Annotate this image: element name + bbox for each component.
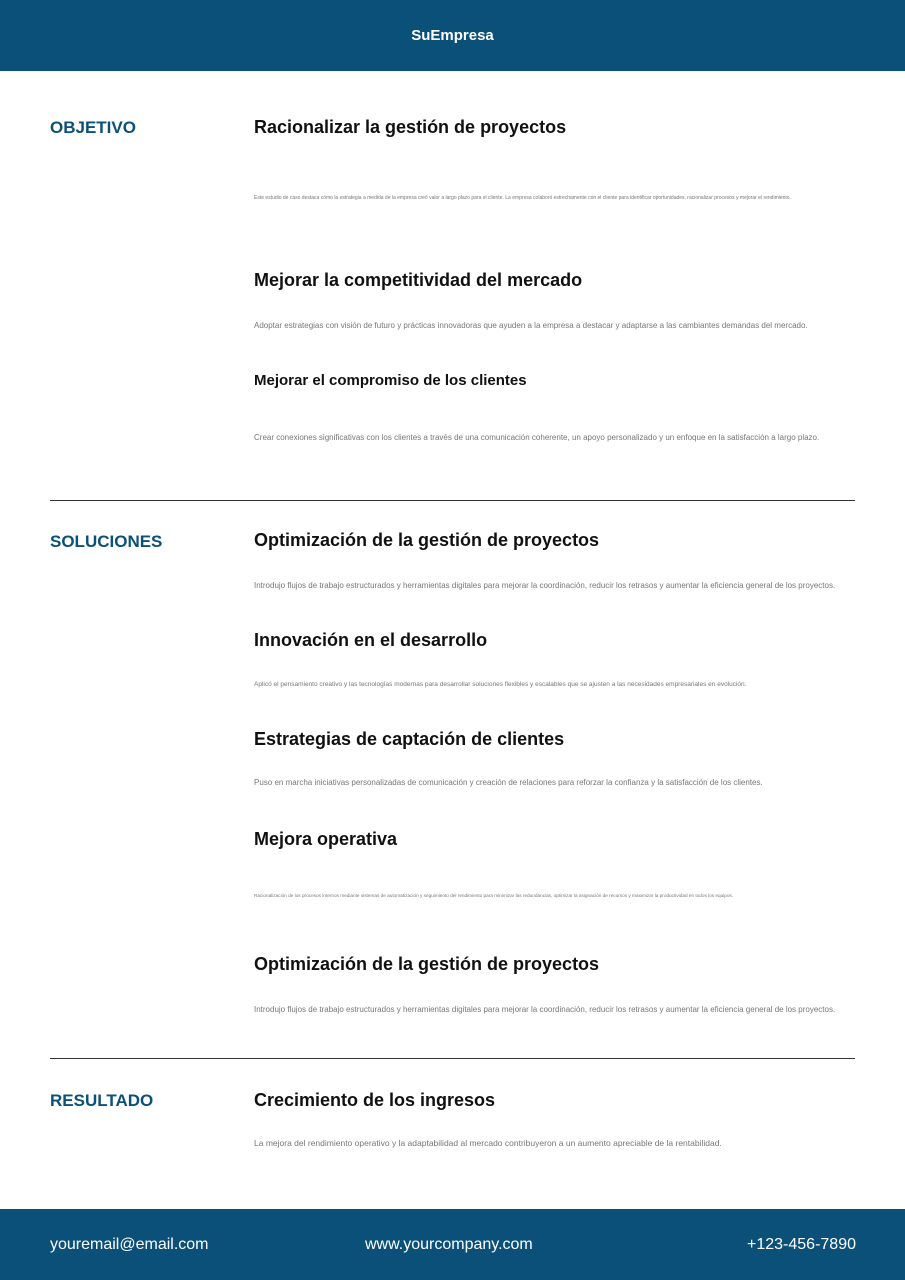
item-title: Crecimiento de los ingresos [254,1090,496,1110]
item-text: Introdujo flujos de trabajo estructurados y herramientas digitales para mejorar la coordinación, reducir los retrasos y aumentar la eficiencia general de los proyectos. [254,581,836,590]
section-label-resultado: RESULTADO [50,1091,154,1110]
item-text: Este estudio de caso destaca cómo la estrategia a medida de la empresa creó valor a largo plazo para el cliente. La empresa colaboró estrechamente con el cliente para identificar oportunidades, racionalizar procesos y mejorar el rendimiento. [254,195,791,201]
item-title: Optimización de la gestión de proyectos [254,530,600,550]
footer-email[interactable]: youremail@email.com [50,1236,209,1253]
item-text: Introdujo flujos de trabajo estructurados y herramientas digitales para mejorar la coordinación, reducir los retrasos y aumentar la eficiencia general de los proyectos. [254,1005,836,1014]
divider [50,500,855,501]
footer-website[interactable]: www.yourcompany.com [365,1236,533,1253]
item-title: Innovación en el desarrollo [254,630,488,650]
item-text: Crear conexiones significativas con los clientes a través de una comunicación coherente, un apoyo personalizado y un enfoque en la satisfacción a largo plazo. [254,433,820,442]
item-title: Racionalizar la gestión de proyectos [254,117,567,137]
divider [50,1058,855,1059]
company-name: SuEmpresa [411,27,494,44]
item-title: Estrategias de captación de clientes [254,729,565,749]
item-title: Mejorar la competitividad del mercado [254,270,583,290]
footer-phone[interactable]: +123-456-7890 [747,1236,856,1253]
item-text: Aplicó el pensamiento creativo y las tecnologías modernas para desarrollar soluciones flexibles y escalables que se ajusten a las necesidades empresariales en evolución. [254,681,747,688]
item-text: La mejora del rendimiento operativo y la adaptabilidad al mercado contribuyeron a un aumento apreciable de la rentabilidad. [254,1138,722,1148]
section-label-objetivo: OBJETIVO [50,118,136,137]
header [0,0,905,71]
item-title: Mejorar el compromiso de los clientes [254,372,527,389]
item-title: Mejora operativa [254,829,398,849]
item-title: Optimización de la gestión de proyectos [254,954,600,974]
section-label-soluciones: SOLUCIONES [50,532,163,551]
item-text: Adoptar estrategias con visión de futuro y prácticas innovadoras que ayuden a la empresa a destacar y adaptarse a las cambiantes demandas del mercado. [254,321,808,330]
footer [0,1209,905,1280]
item-text: Racionalización de los procesos internos mediante sistemas de automatización y seguimiento del rendimiento para minimizar las redundancias, optimizar la asignación de recursos y maximizar la productividad en todos los equipos. [254,893,734,898]
item-text: Puso en marcha iniciativas personalizadas de comunicación y creación de relaciones para reforzar la confianza y la satisfacción de los clientes. [254,778,763,787]
